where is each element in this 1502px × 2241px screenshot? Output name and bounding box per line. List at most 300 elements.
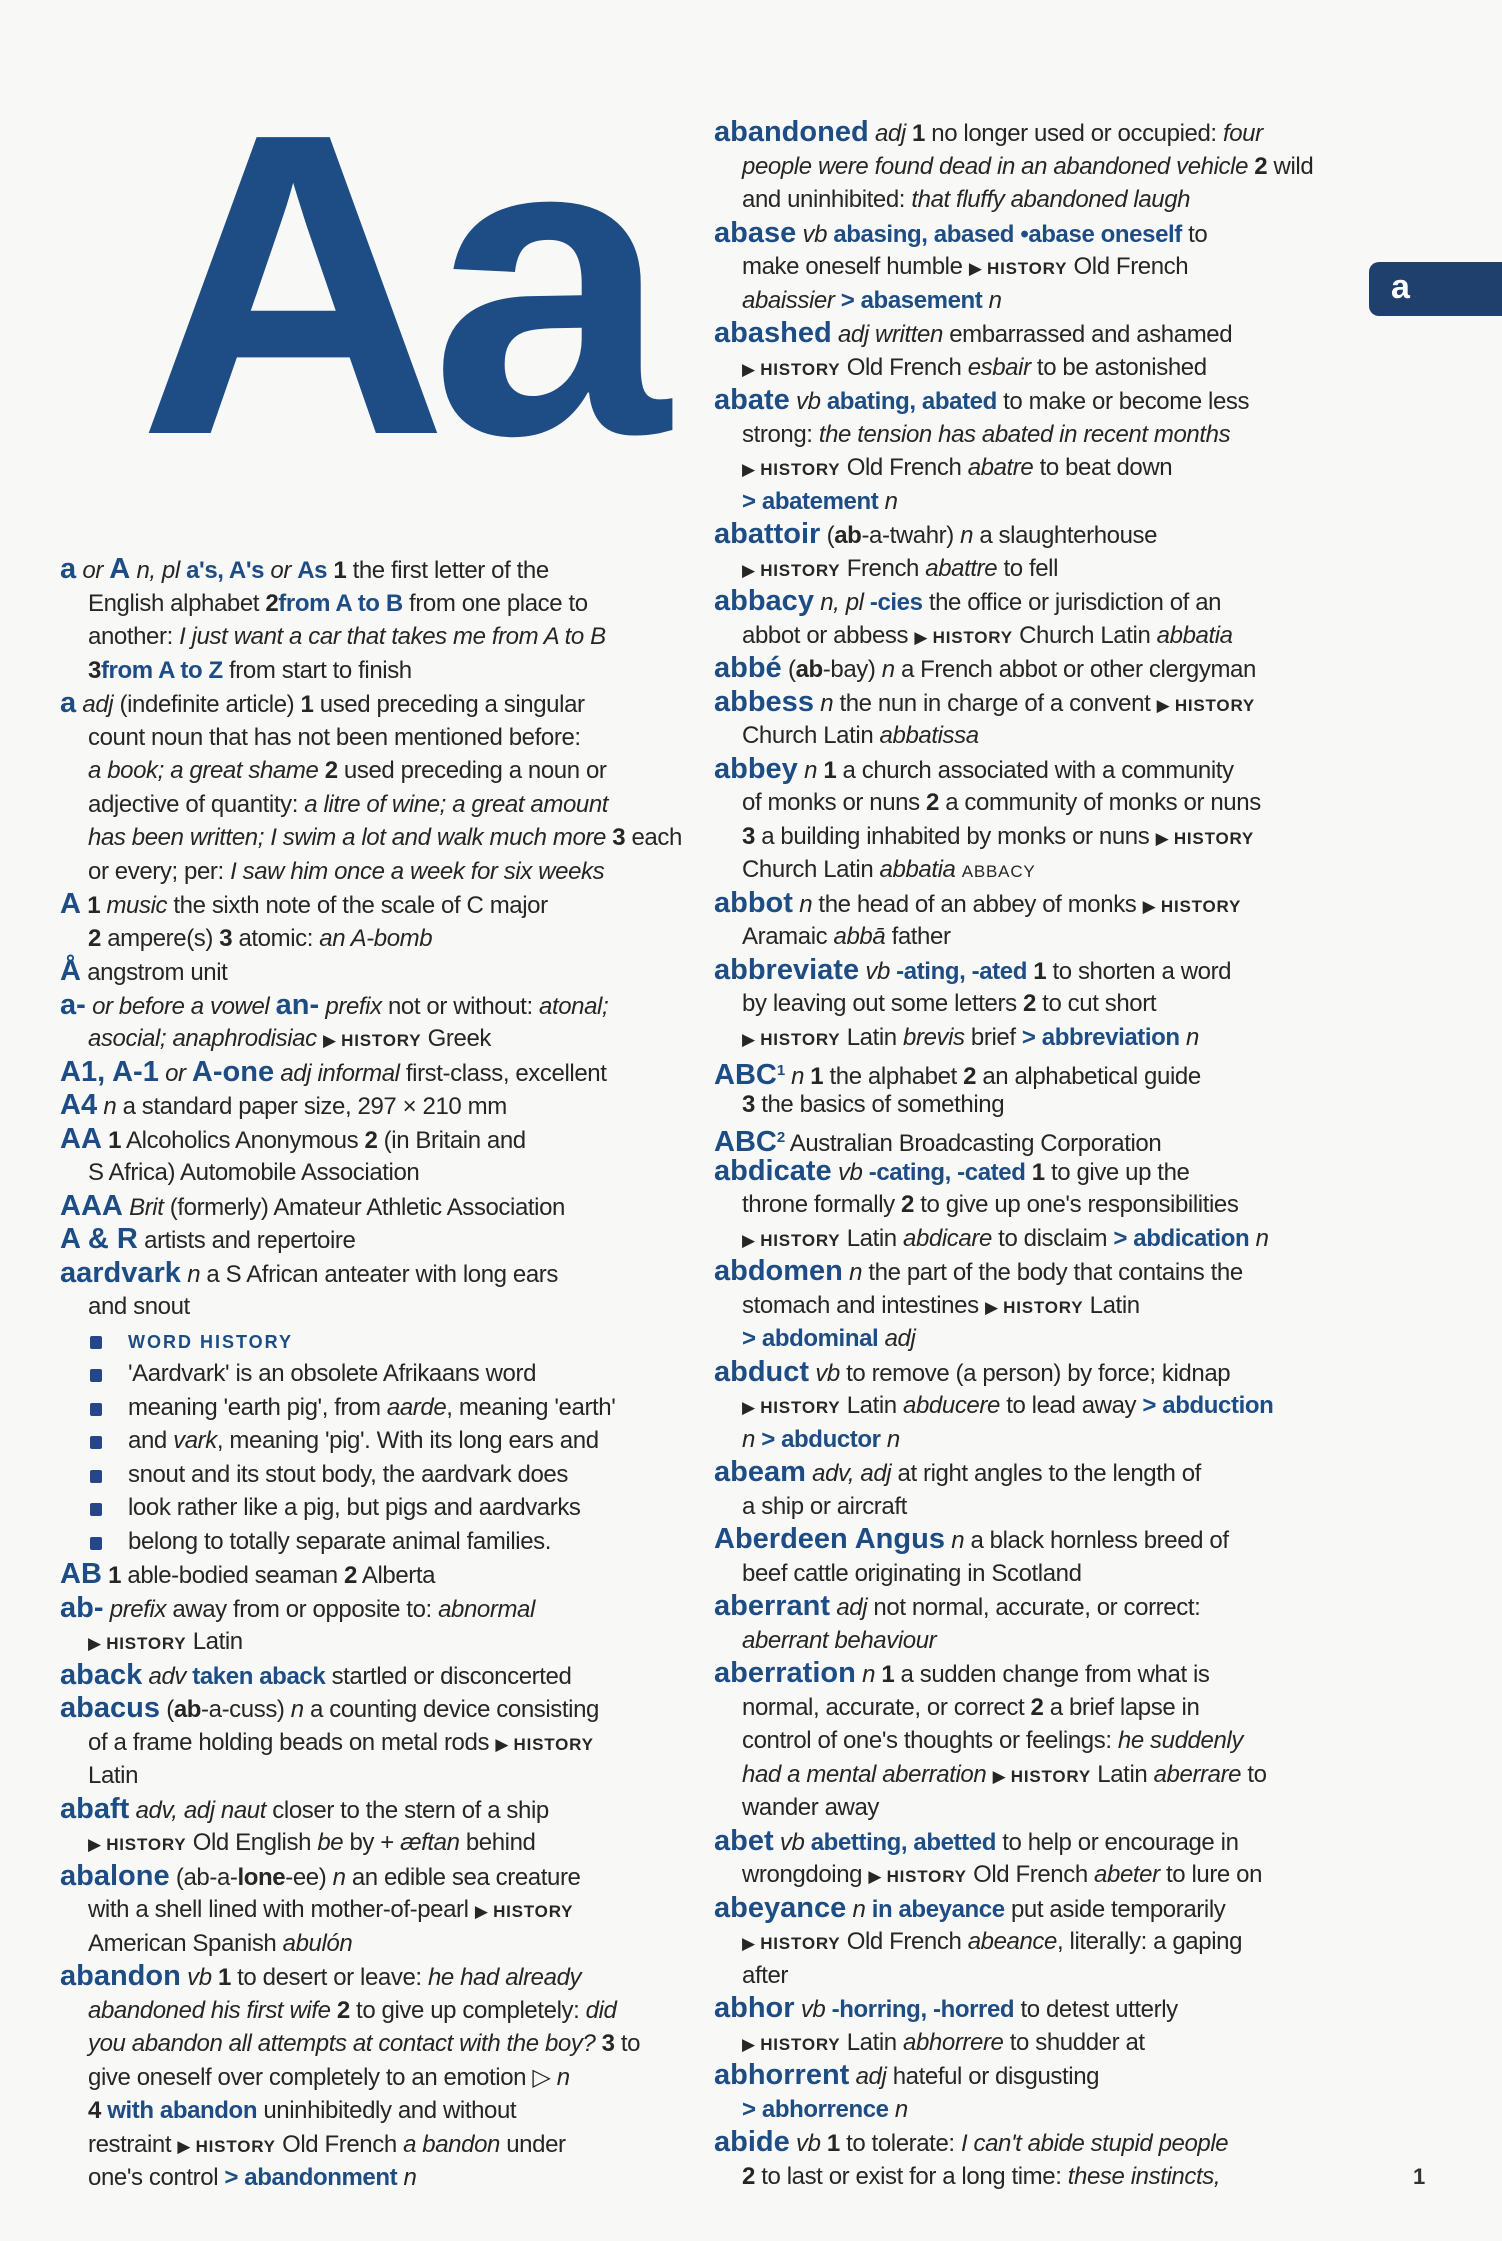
dictionary-entry bbox=[714, 1054, 1354, 1121]
dictionary-entry bbox=[714, 753, 1354, 887]
entry-line bbox=[714, 418, 1354, 452]
italic-text: has been written; I swim a lot and walk much more bbox=[88, 824, 606, 851]
dictionary-entry bbox=[60, 1659, 700, 1693]
bold-term: abetting, abetted bbox=[804, 1828, 996, 1856]
italic-text: vb bbox=[789, 2130, 821, 2157]
text: (ab-a- bbox=[169, 1863, 238, 1891]
italic-text: I saw him once a week for six weeks bbox=[230, 857, 605, 885]
headword: abduct bbox=[714, 1355, 810, 1388]
entry-line bbox=[714, 1322, 1354, 1356]
italic-text: n bbox=[332, 1863, 346, 1891]
bold-term: > abasement bbox=[834, 286, 983, 314]
text: the head of an abbey of monks bbox=[812, 890, 1143, 918]
history-label: HISTORY bbox=[100, 1835, 187, 1854]
text: to shorten a word bbox=[1046, 957, 1232, 985]
entry-line bbox=[60, 955, 700, 989]
sense-number: 2 bbox=[265, 589, 279, 617]
entry-line bbox=[714, 250, 1354, 284]
entry-line bbox=[60, 1290, 700, 1324]
dictionary-entry bbox=[714, 954, 1354, 1055]
headword: abate bbox=[714, 384, 790, 416]
text: under bbox=[499, 2130, 566, 2158]
dictionary-entry bbox=[714, 2059, 1354, 2126]
sense-number: 1 bbox=[300, 691, 314, 718]
sense-number: 1 bbox=[875, 1661, 895, 1688]
italic-text: a bandon bbox=[403, 2130, 500, 2158]
bold-term: > abduction bbox=[1142, 1392, 1274, 1419]
italic-text: n bbox=[944, 1527, 965, 1554]
dictionary-entry bbox=[714, 217, 1354, 318]
italic-text: n bbox=[397, 2164, 417, 2191]
text: a building inhabited by monks or nuns bbox=[754, 822, 1156, 850]
text: Aramaic bbox=[742, 923, 834, 950]
history-label: HISTORY bbox=[981, 259, 1068, 278]
text: the basics of something bbox=[754, 1090, 1005, 1118]
text: Latin bbox=[186, 1628, 243, 1655]
dictionary-entry bbox=[714, 1523, 1354, 1590]
italic-text: esbair bbox=[967, 353, 1031, 381]
italic-text: adv, adj bbox=[805, 1460, 892, 1487]
headword: aardvark bbox=[60, 1256, 181, 1289]
text: Church Latin bbox=[1012, 621, 1157, 649]
text: , meaning 'earth' bbox=[446, 1393, 616, 1421]
entry-line bbox=[60, 1625, 700, 1659]
text: the nun in charge of a convent bbox=[833, 689, 1157, 717]
history-label: HISTORY bbox=[754, 359, 841, 379]
sense-number: 2 bbox=[318, 757, 338, 784]
text: Church Latin bbox=[742, 722, 880, 749]
bold-term: -cies bbox=[863, 589, 923, 616]
dictionary-entry bbox=[714, 1892, 1354, 1993]
italic-text: n bbox=[960, 522, 974, 549]
sense-number: 1 bbox=[1025, 1158, 1045, 1186]
text: a counting device consisting bbox=[303, 1696, 600, 1723]
entry-line bbox=[714, 1255, 1354, 1289]
headword: an- bbox=[275, 988, 320, 1021]
italic-text: brevis bbox=[903, 1023, 965, 1051]
text: to give up one's responsibilities bbox=[913, 1191, 1239, 1218]
entry-line bbox=[714, 1155, 1354, 1189]
text: to cut short bbox=[1035, 990, 1157, 1017]
text: by leaving out some letters bbox=[742, 990, 1023, 1017]
italic-text: abattre bbox=[925, 554, 998, 582]
italic-text: or before a vowel bbox=[85, 992, 276, 1020]
entry-line bbox=[714, 1289, 1354, 1323]
italic-text: vb bbox=[809, 1359, 840, 1387]
history-arrow-icon: ▶ bbox=[1155, 828, 1169, 848]
text: used preceding a singular bbox=[313, 691, 585, 718]
sense-number: 2 bbox=[901, 1191, 914, 1218]
italic-text: adj bbox=[868, 120, 906, 147]
history-label: HISTORY bbox=[487, 1902, 574, 1921]
text: Latin bbox=[1083, 1291, 1140, 1319]
history-arrow-icon: ▶ bbox=[984, 1297, 998, 1317]
italic-text: adj written bbox=[831, 321, 943, 348]
entry-line bbox=[714, 2059, 1354, 2093]
text: ▷ bbox=[532, 2063, 557, 2091]
italic-text: atonal; bbox=[539, 992, 609, 1020]
entry-line bbox=[714, 1490, 1354, 1524]
entry-line bbox=[714, 920, 1354, 954]
entry-line bbox=[60, 821, 700, 855]
entry-line bbox=[60, 2027, 700, 2061]
history-arrow-icon: ▶ bbox=[177, 2136, 191, 2156]
bold-term: -horring, -horred bbox=[825, 1996, 1015, 2023]
entry-line bbox=[714, 384, 1354, 418]
entry-line bbox=[714, 1959, 1354, 1993]
headword: AB bbox=[60, 1558, 102, 1590]
text: of monks or nuns bbox=[742, 789, 926, 816]
entry-line bbox=[90, 1458, 700, 1492]
bullet-square-icon bbox=[90, 1336, 102, 1349]
bold-term: > abbreviation bbox=[1021, 1023, 1180, 1051]
entry-line bbox=[60, 1994, 700, 2028]
entry-line bbox=[714, 1088, 1354, 1122]
italic-text: vb bbox=[796, 220, 828, 248]
bold-term: with abandon bbox=[100, 2097, 258, 2124]
headword: abdicate bbox=[714, 1154, 832, 1187]
sense-number: 3 bbox=[88, 656, 101, 684]
entry-line bbox=[60, 620, 700, 654]
text: to remove (a person) by force; kidnap bbox=[839, 1359, 1231, 1387]
dictionary-entry bbox=[714, 1155, 1354, 1256]
headword: abeyance bbox=[714, 1891, 847, 1924]
entry-line bbox=[60, 1860, 700, 1894]
headword: A bbox=[60, 888, 81, 920]
history-arrow-icon: ▶ bbox=[742, 1029, 755, 1049]
history-arrow-icon: ▶ bbox=[88, 1835, 101, 1854]
entry-line bbox=[714, 1021, 1354, 1055]
bold-term: > abatement bbox=[742, 487, 879, 515]
sense-number: 1 bbox=[101, 1562, 122, 1589]
text: startled or disconcerted bbox=[325, 1662, 572, 1690]
history-arrow-icon: ▶ bbox=[992, 1766, 1006, 1786]
entry-line bbox=[714, 451, 1354, 485]
dictionary-entry bbox=[60, 1960, 700, 2195]
word-history-box bbox=[60, 1324, 700, 1559]
headword: A & R bbox=[60, 1223, 138, 1255]
text: Alberta bbox=[356, 1562, 436, 1589]
headword: abase bbox=[714, 216, 797, 249]
text: wrongdoing bbox=[742, 1861, 869, 1888]
dictionary-entry bbox=[714, 1456, 1354, 1523]
dictionary-entry bbox=[714, 317, 1354, 384]
dictionary-entry bbox=[60, 553, 700, 687]
entry-line bbox=[90, 1391, 700, 1425]
headword: abet bbox=[714, 1824, 774, 1857]
text: ( bbox=[159, 1696, 174, 1723]
text: or every; per: bbox=[88, 857, 231, 885]
sense-number: 3 bbox=[742, 822, 755, 850]
entry-line bbox=[60, 687, 700, 721]
italic-text: or bbox=[158, 1059, 192, 1087]
text: to shudder at bbox=[1003, 2028, 1145, 2056]
entry-line bbox=[714, 518, 1354, 552]
entry-line bbox=[60, 1123, 700, 1157]
sense-number: 2 bbox=[88, 924, 101, 952]
dictionary-entry bbox=[60, 989, 700, 1056]
sense-number: 2 bbox=[343, 1562, 357, 1589]
headword: a- bbox=[60, 988, 86, 1021]
italic-text: or bbox=[264, 557, 298, 584]
entry-line bbox=[60, 2161, 700, 2195]
text: belong to totally separate animal families. bbox=[128, 1527, 552, 1555]
sense-number: 2 bbox=[963, 1063, 977, 1090]
text: control of one's thoughts or feelings: bbox=[742, 1727, 1118, 1754]
history-arrow-icon: ▶ bbox=[742, 460, 755, 479]
headword: abattoir bbox=[714, 518, 821, 550]
text: hateful or disgusting bbox=[886, 2063, 1100, 2090]
text: beef cattle originating in Scotland bbox=[742, 1559, 1082, 1587]
italic-text: abbatia bbox=[1156, 621, 1233, 649]
dictionary-entry bbox=[60, 1692, 700, 1793]
text: brief bbox=[964, 1023, 1022, 1051]
italic-text: n bbox=[888, 2095, 908, 2123]
headword: abacus bbox=[60, 1692, 160, 1724]
entry-line bbox=[90, 1525, 700, 1559]
text: atomic: bbox=[232, 924, 320, 952]
history-arrow-icon: ▶ bbox=[742, 1230, 755, 1250]
text: to beat down bbox=[1033, 454, 1173, 481]
entry-line bbox=[714, 786, 1354, 820]
dictionary-entry bbox=[714, 518, 1354, 585]
italic-text: adj bbox=[830, 1594, 868, 1621]
entry-line bbox=[60, 754, 700, 788]
bold-term: abasing, abased •abase oneself bbox=[827, 220, 1182, 248]
history-label: HISTORY bbox=[508, 1734, 594, 1754]
italic-text: n bbox=[784, 1063, 805, 1090]
text: count noun that has not been mentioned before: bbox=[88, 723, 581, 751]
text: to fell bbox=[997, 554, 1059, 582]
italic-text: n bbox=[1179, 1023, 1199, 1051]
bold-term: As bbox=[297, 557, 328, 584]
text: -bay) bbox=[822, 656, 882, 683]
entry-line bbox=[90, 1491, 700, 1525]
entry-line bbox=[714, 183, 1354, 217]
sense-number: 2 bbox=[1022, 990, 1036, 1017]
text: meaning 'earth pig', from bbox=[128, 1393, 387, 1421]
entry-line bbox=[60, 989, 700, 1023]
italic-text: vb bbox=[789, 388, 821, 415]
history-arrow-icon: ▶ bbox=[742, 1398, 755, 1417]
entry-line bbox=[714, 150, 1354, 184]
entry-line bbox=[60, 1592, 700, 1626]
italic-text: adj bbox=[76, 691, 114, 718]
entry-line bbox=[60, 721, 700, 755]
history-arrow-icon: ▶ bbox=[742, 560, 755, 580]
text: able-bodied seaman bbox=[121, 1562, 344, 1589]
right-column bbox=[714, 116, 1354, 2193]
headword: A4 bbox=[60, 1089, 98, 1121]
headword: abaft bbox=[60, 1792, 130, 1825]
bullet-square-icon bbox=[90, 1436, 102, 1449]
italic-text: had a mental aberration bbox=[742, 1760, 993, 1788]
italic-text: abnormal bbox=[438, 1595, 535, 1623]
thumb-index-tab[interactable]: a bbox=[1369, 262, 1502, 316]
text: to give up the bbox=[1044, 1158, 1190, 1186]
italic-text: n, pl bbox=[813, 589, 864, 616]
italic-text: you abandon all attempts at contact with the boy? bbox=[88, 2030, 596, 2057]
entry-line bbox=[714, 1456, 1354, 1490]
italic-text: asocial; anaphrodisiac bbox=[88, 1025, 323, 1052]
sense-number: 2 bbox=[742, 2162, 755, 2190]
entry-line bbox=[714, 1188, 1354, 1222]
headword: abhor bbox=[714, 1992, 795, 2024]
headword: abbé bbox=[714, 652, 782, 684]
italic-text: vb bbox=[180, 1964, 212, 1991]
entry-line bbox=[60, 1726, 700, 1760]
entry-line bbox=[60, 553, 700, 587]
entry-line bbox=[714, 2026, 1354, 2060]
headword: abandon bbox=[60, 1960, 181, 1992]
history-label: HISTORY bbox=[1168, 828, 1255, 848]
entry-line bbox=[714, 1758, 1354, 1792]
italic-text: abhorrere bbox=[903, 2028, 1004, 2056]
text: Old English bbox=[186, 1829, 318, 1856]
dictionary-entry bbox=[714, 1590, 1354, 1657]
italic-text: æftan bbox=[400, 1829, 460, 1856]
sense-number: 2 bbox=[1030, 1693, 1044, 1721]
history-arrow-icon: ▶ bbox=[1142, 896, 1156, 916]
history-label: HISTORY bbox=[1005, 1766, 1092, 1786]
text: Old French bbox=[840, 353, 968, 381]
text: abbot or abbess bbox=[742, 621, 915, 649]
sense-number: 2 bbox=[1248, 152, 1268, 180]
history-label: HISTORY bbox=[754, 1029, 841, 1049]
cross-ref: ABBACY bbox=[961, 862, 1036, 881]
italic-text: abeance bbox=[967, 1928, 1057, 1955]
italic-text: he suddenly bbox=[1117, 1727, 1243, 1754]
text: strong: bbox=[742, 420, 819, 448]
text: another: bbox=[88, 623, 180, 650]
text: to bbox=[614, 2030, 641, 2057]
entry-line bbox=[60, 654, 700, 688]
bold-term: a's, A's bbox=[186, 557, 265, 584]
bold-term: -ating, -ated bbox=[889, 957, 1027, 985]
text: to bbox=[1181, 220, 1208, 248]
text: a ship or aircraft bbox=[742, 1492, 907, 1520]
entry-line bbox=[60, 1927, 700, 1961]
text: Latin bbox=[840, 2028, 904, 2056]
bold-term: from A to Z bbox=[100, 656, 223, 684]
italic-text: abbatissa bbox=[879, 722, 979, 749]
dictionary-entry bbox=[60, 1123, 700, 1190]
text: the first letter of the bbox=[346, 557, 549, 584]
entry-line bbox=[60, 855, 700, 889]
text: and uninhibited: bbox=[742, 186, 912, 213]
homograph-number: 1 bbox=[776, 1062, 785, 1079]
text: with a shell lined with mother-of-pearl bbox=[88, 1896, 475, 1923]
headword: A1, A-1 bbox=[60, 1055, 159, 1088]
text: a black hornless breed of bbox=[964, 1527, 1229, 1554]
sense-number: 1 bbox=[905, 120, 925, 147]
left-column bbox=[60, 553, 700, 2195]
bold-term: abating, abated bbox=[820, 388, 997, 415]
history-arrow-icon: ▶ bbox=[914, 627, 928, 647]
sense-number: 3 bbox=[605, 824, 626, 851]
history-label: HISTORY bbox=[754, 1398, 841, 1417]
headword: Aberdeen Angus bbox=[714, 1523, 945, 1555]
bold-term: -cating, -cated bbox=[862, 1158, 1026, 1186]
dictionary-entry bbox=[60, 955, 700, 989]
headword: abbacy bbox=[714, 585, 814, 617]
dictionary-entry bbox=[60, 1257, 700, 1324]
sense-number: 1 bbox=[101, 1126, 122, 1154]
dictionary-entry bbox=[60, 1592, 700, 1659]
text: and snout bbox=[88, 1293, 190, 1320]
text: Church Latin bbox=[742, 856, 880, 883]
italic-text: abandoned his first wife bbox=[88, 1996, 331, 2024]
text: 'Aardvark' is an obsolete Afrikaans word bbox=[128, 1360, 537, 1387]
headword: ABC bbox=[714, 1126, 777, 1158]
italic-text: a litre of wine; a great amount bbox=[304, 790, 609, 818]
entry-line bbox=[714, 485, 1354, 519]
italic-text: adv bbox=[142, 1662, 186, 1690]
bold-term: > abdication bbox=[1113, 1224, 1250, 1252]
italic-text: n bbox=[742, 1425, 762, 1453]
text: restraint bbox=[88, 2130, 178, 2158]
entry-line bbox=[60, 1022, 700, 1056]
text: give oneself over completely to an emotion bbox=[88, 2063, 533, 2091]
history-label: HISTORY bbox=[754, 560, 841, 580]
italic-text: these instincts, bbox=[1067, 2162, 1221, 2190]
sense-number: 2 bbox=[925, 789, 939, 816]
headword: abbey bbox=[714, 752, 798, 785]
text: Old French bbox=[840, 1928, 968, 1955]
text: to help or encourage in bbox=[995, 1828, 1239, 1856]
text: Australian Broadcasting Corporation bbox=[784, 1130, 1162, 1157]
dictionary-entry bbox=[714, 1657, 1354, 1825]
dictionary-entry bbox=[714, 686, 1354, 753]
text: French bbox=[840, 554, 926, 582]
text: from one place to bbox=[402, 589, 588, 617]
dictionary-entry bbox=[714, 1992, 1354, 2059]
entry-line bbox=[714, 1657, 1354, 1691]
entry-line bbox=[714, 1925, 1354, 1959]
text: Old French bbox=[966, 1861, 1095, 1888]
italic-text: vb bbox=[859, 957, 890, 985]
text: to detest utterly bbox=[1014, 1996, 1178, 2023]
italic-text: the tension has abated in recent months bbox=[818, 420, 1231, 448]
entry-line bbox=[60, 1960, 700, 1994]
bullet-square-icon bbox=[90, 1403, 102, 1416]
entry-line bbox=[90, 1424, 700, 1458]
text: not normal, accurate, or correct: bbox=[867, 1594, 1201, 1621]
text: at right angles to the length of bbox=[891, 1460, 1201, 1487]
italic-text: that fluffy abandoned laugh bbox=[911, 186, 1191, 213]
dictionary-entry bbox=[714, 1825, 1354, 1892]
headword: abide bbox=[714, 2126, 790, 2158]
dictionary-entry bbox=[714, 585, 1354, 652]
italic-text: n bbox=[846, 1895, 866, 1923]
italic-text: n bbox=[855, 1661, 876, 1688]
entry-line bbox=[60, 1257, 700, 1291]
headword: abhorrent bbox=[714, 2059, 850, 2091]
text: normal, accurate, or correct bbox=[742, 1693, 1031, 1721]
italic-text: vb bbox=[831, 1158, 863, 1186]
history-label: HISTORY bbox=[1169, 695, 1256, 715]
italic-text: abaissier bbox=[742, 286, 835, 314]
italic-text: n bbox=[880, 1425, 900, 1453]
bold-term: taken aback bbox=[186, 1662, 326, 1690]
headword: abandoned bbox=[714, 116, 869, 148]
entry-line bbox=[714, 753, 1354, 787]
history-arrow-icon: ▶ bbox=[1156, 695, 1170, 715]
text: to be astonished bbox=[1030, 353, 1207, 381]
text: the part of the body that contains the bbox=[862, 1259, 1243, 1286]
history-label: HISTORY bbox=[754, 2034, 841, 2054]
italic-text: abeter bbox=[1094, 1861, 1160, 1888]
